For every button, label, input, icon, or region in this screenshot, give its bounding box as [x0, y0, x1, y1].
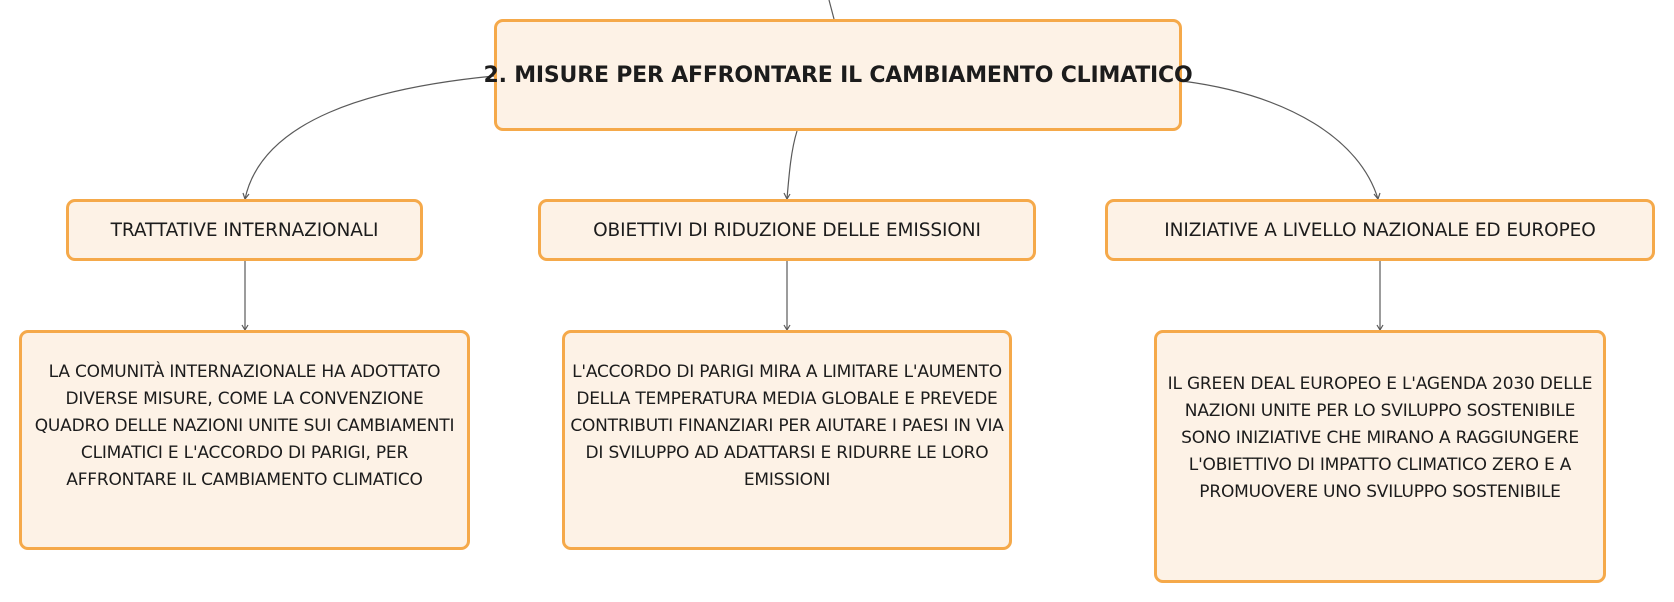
connector-root-to-obiettivi	[787, 131, 797, 199]
root-topic-node[interactable]	[483, 19, 1193, 131]
topic-label: INIZIATIVE A LIVELLO NAZIONALE ED EUROPEO	[1164, 219, 1596, 241]
topic-label: TRATTATIVE INTERNAZIONALI	[110, 219, 379, 241]
topic-label: OBIETTIVI DI RIDUZIONE DELLE EMISSIONI	[593, 219, 981, 241]
detail-node-obiettivi[interactable]	[562, 330, 1012, 550]
detail-node-trattative[interactable]	[19, 330, 470, 550]
detail-node-iniziative[interactable]	[1154, 330, 1606, 583]
detail-text: IL GREEN DEAL EUROPEO E L'AGENDA 2030 DELLE NAZIONI UNITE PER LO SVILUPPO SOSTENIBILE SONO INIZIATIVE CHE MIRANO A RAGGIUNGERE L'OBIETTIVO DI IMPATTO CLIMATICO ZERO E A PROMUOVERE UNO SVILUPPO SOSTENIBILE	[1167, 374, 1593, 502]
connector-root-to-trattative	[245, 76, 494, 199]
connector-root-to-iniziative	[1182, 81, 1378, 199]
detail-text: LA COMUNITÀ INTERNAZIONALE HA ADOTTATO DIVERSE MISURE, COME LA CONVENZIONE QUADRO DELLE NAZIONI UNITE SUI CAMBIAMENTI CLIMATICI E L'ACCORDO DI PARIGI, PER AFFRONTARE IL CAMBIAMENTO CLIMATICO	[34, 361, 455, 490]
topic-node-iniziative-nazionali[interactable]	[1105, 199, 1655, 261]
connector-parent-to-root	[829, 0, 834, 19]
root-topic-label: 2. MISURE PER AFFRONTARE IL CAMBIAMENTO CLIMATICO	[483, 62, 1193, 88]
detail-text: L'ACCORDO DI PARIGI MIRA A LIMITARE L'AUMENTO DELLA TEMPERATURA MEDIA GLOBALE E PREVEDE CONTRIBUTI FINANZIARI PER AIUTARE I PAESI IN VIA DI SVILUPPO AD ADATTARSI E RIDURRE LE LORO EMISSIONI	[570, 361, 1004, 490]
topic-node-obiettivi-riduzione[interactable]	[538, 199, 1036, 261]
topic-node-trattative-internazionali[interactable]	[66, 199, 423, 261]
